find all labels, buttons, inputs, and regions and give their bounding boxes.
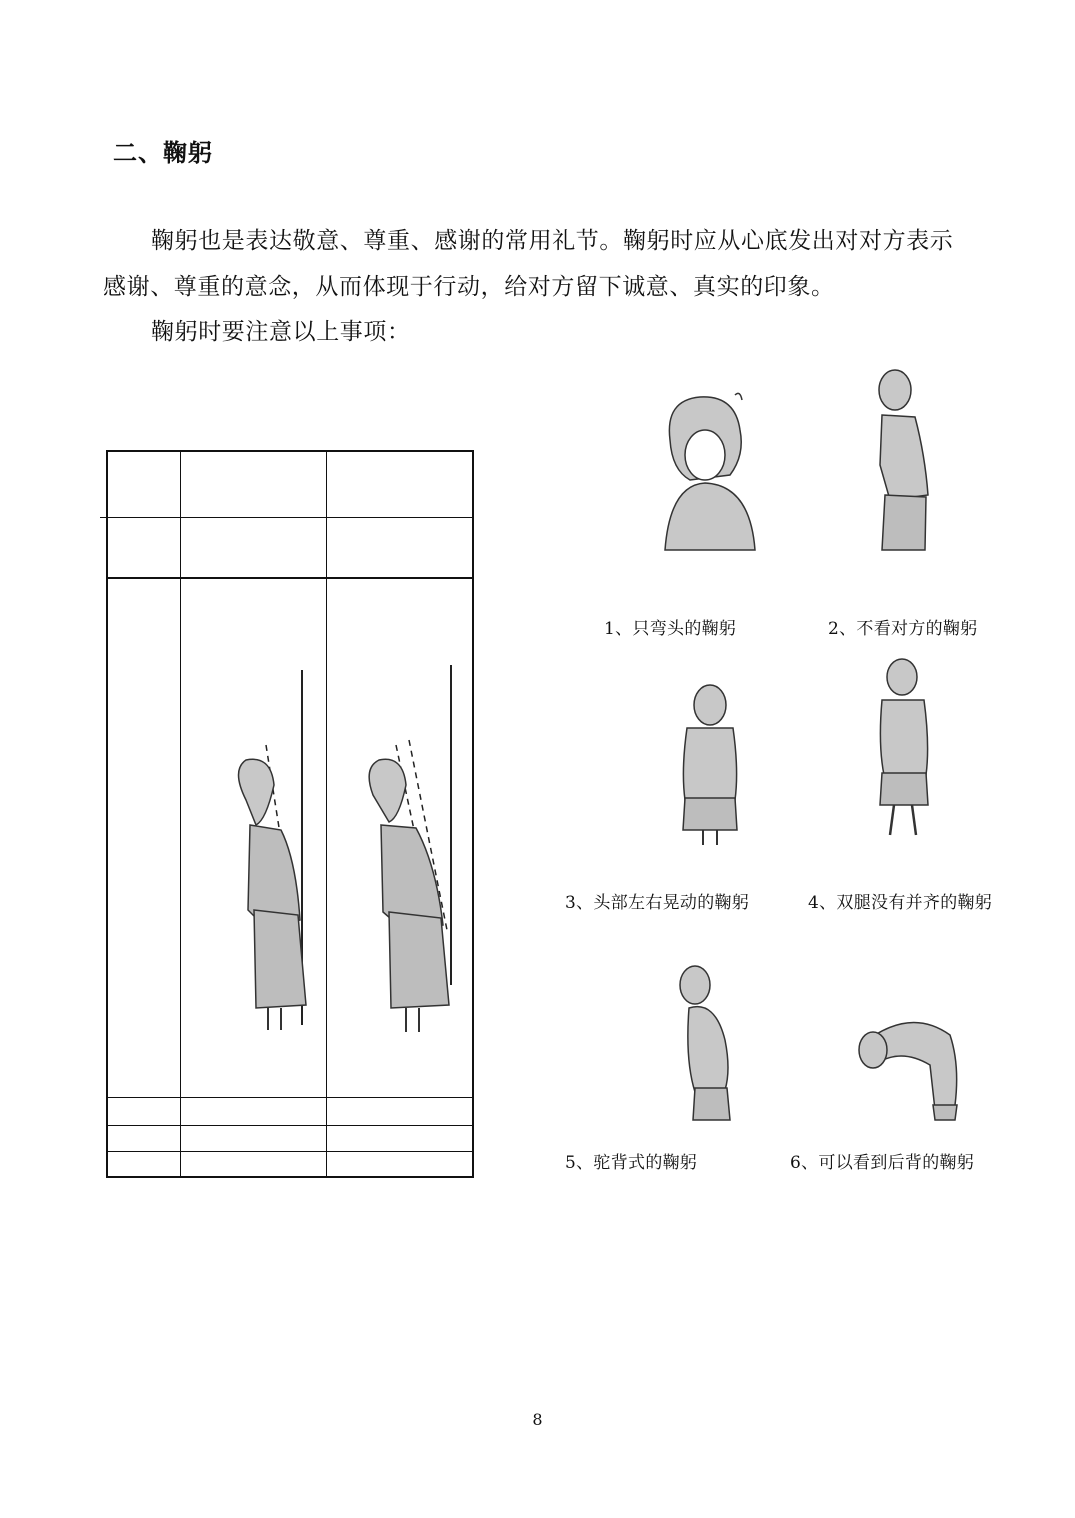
bow-too-deep-illustration: [855, 1005, 965, 1125]
bowing-woman-illustration: [226, 660, 316, 1040]
table-column-divider: [326, 450, 327, 1178]
figure-caption: 1、只弯头的鞠躬: [604, 619, 737, 639]
bowing-woman-illustration: [361, 660, 461, 1040]
table-row-divider: [100, 517, 474, 518]
table-row-divider: [106, 577, 474, 579]
bow-head-only-illustration: [660, 385, 760, 555]
table-column-divider: [180, 450, 181, 1178]
section-heading: 二、鞠躬: [113, 139, 213, 167]
figure-caption: 3、头部左右晃动的鞠躬: [565, 893, 750, 913]
table-border-right: [472, 450, 474, 1178]
bow-legs-apart-illustration: [870, 655, 940, 845]
table-border-top: [106, 450, 474, 452]
page-number: 8: [532, 1410, 543, 1429]
bow-comparison-table: [106, 450, 474, 1178]
bow-not-looking-illustration: [870, 365, 940, 555]
table-row-divider: [106, 1151, 474, 1152]
figure-caption: 6、可以看到后背的鞠躬: [790, 1153, 975, 1173]
figure-caption: 5、驼背式的鞠躬: [565, 1153, 698, 1173]
table-border-bottom: [106, 1176, 474, 1178]
bow-head-swaying-illustration: [665, 680, 755, 850]
table-border-left: [106, 450, 108, 1178]
table-row-divider: [106, 1097, 472, 1098]
figure-caption: 2、不看对方的鞠躬: [828, 619, 978, 639]
table-row-divider: [106, 1125, 472, 1126]
intro-paragraph: 鞠躬也是表达敬意、尊重、感谢的常用礼节。鞠躬时应从心底发出对对方表示感谢、尊重的意念，从而体现于行动，给对方留下诚意、真实的印象。: [103, 228, 954, 300]
figure-caption: 4、双腿没有并齐的鞠躬: [808, 893, 993, 913]
note-paragraph: 鞠躬时要注意以上事项：: [151, 319, 411, 345]
bow-hunched-back-illustration: [675, 960, 745, 1130]
